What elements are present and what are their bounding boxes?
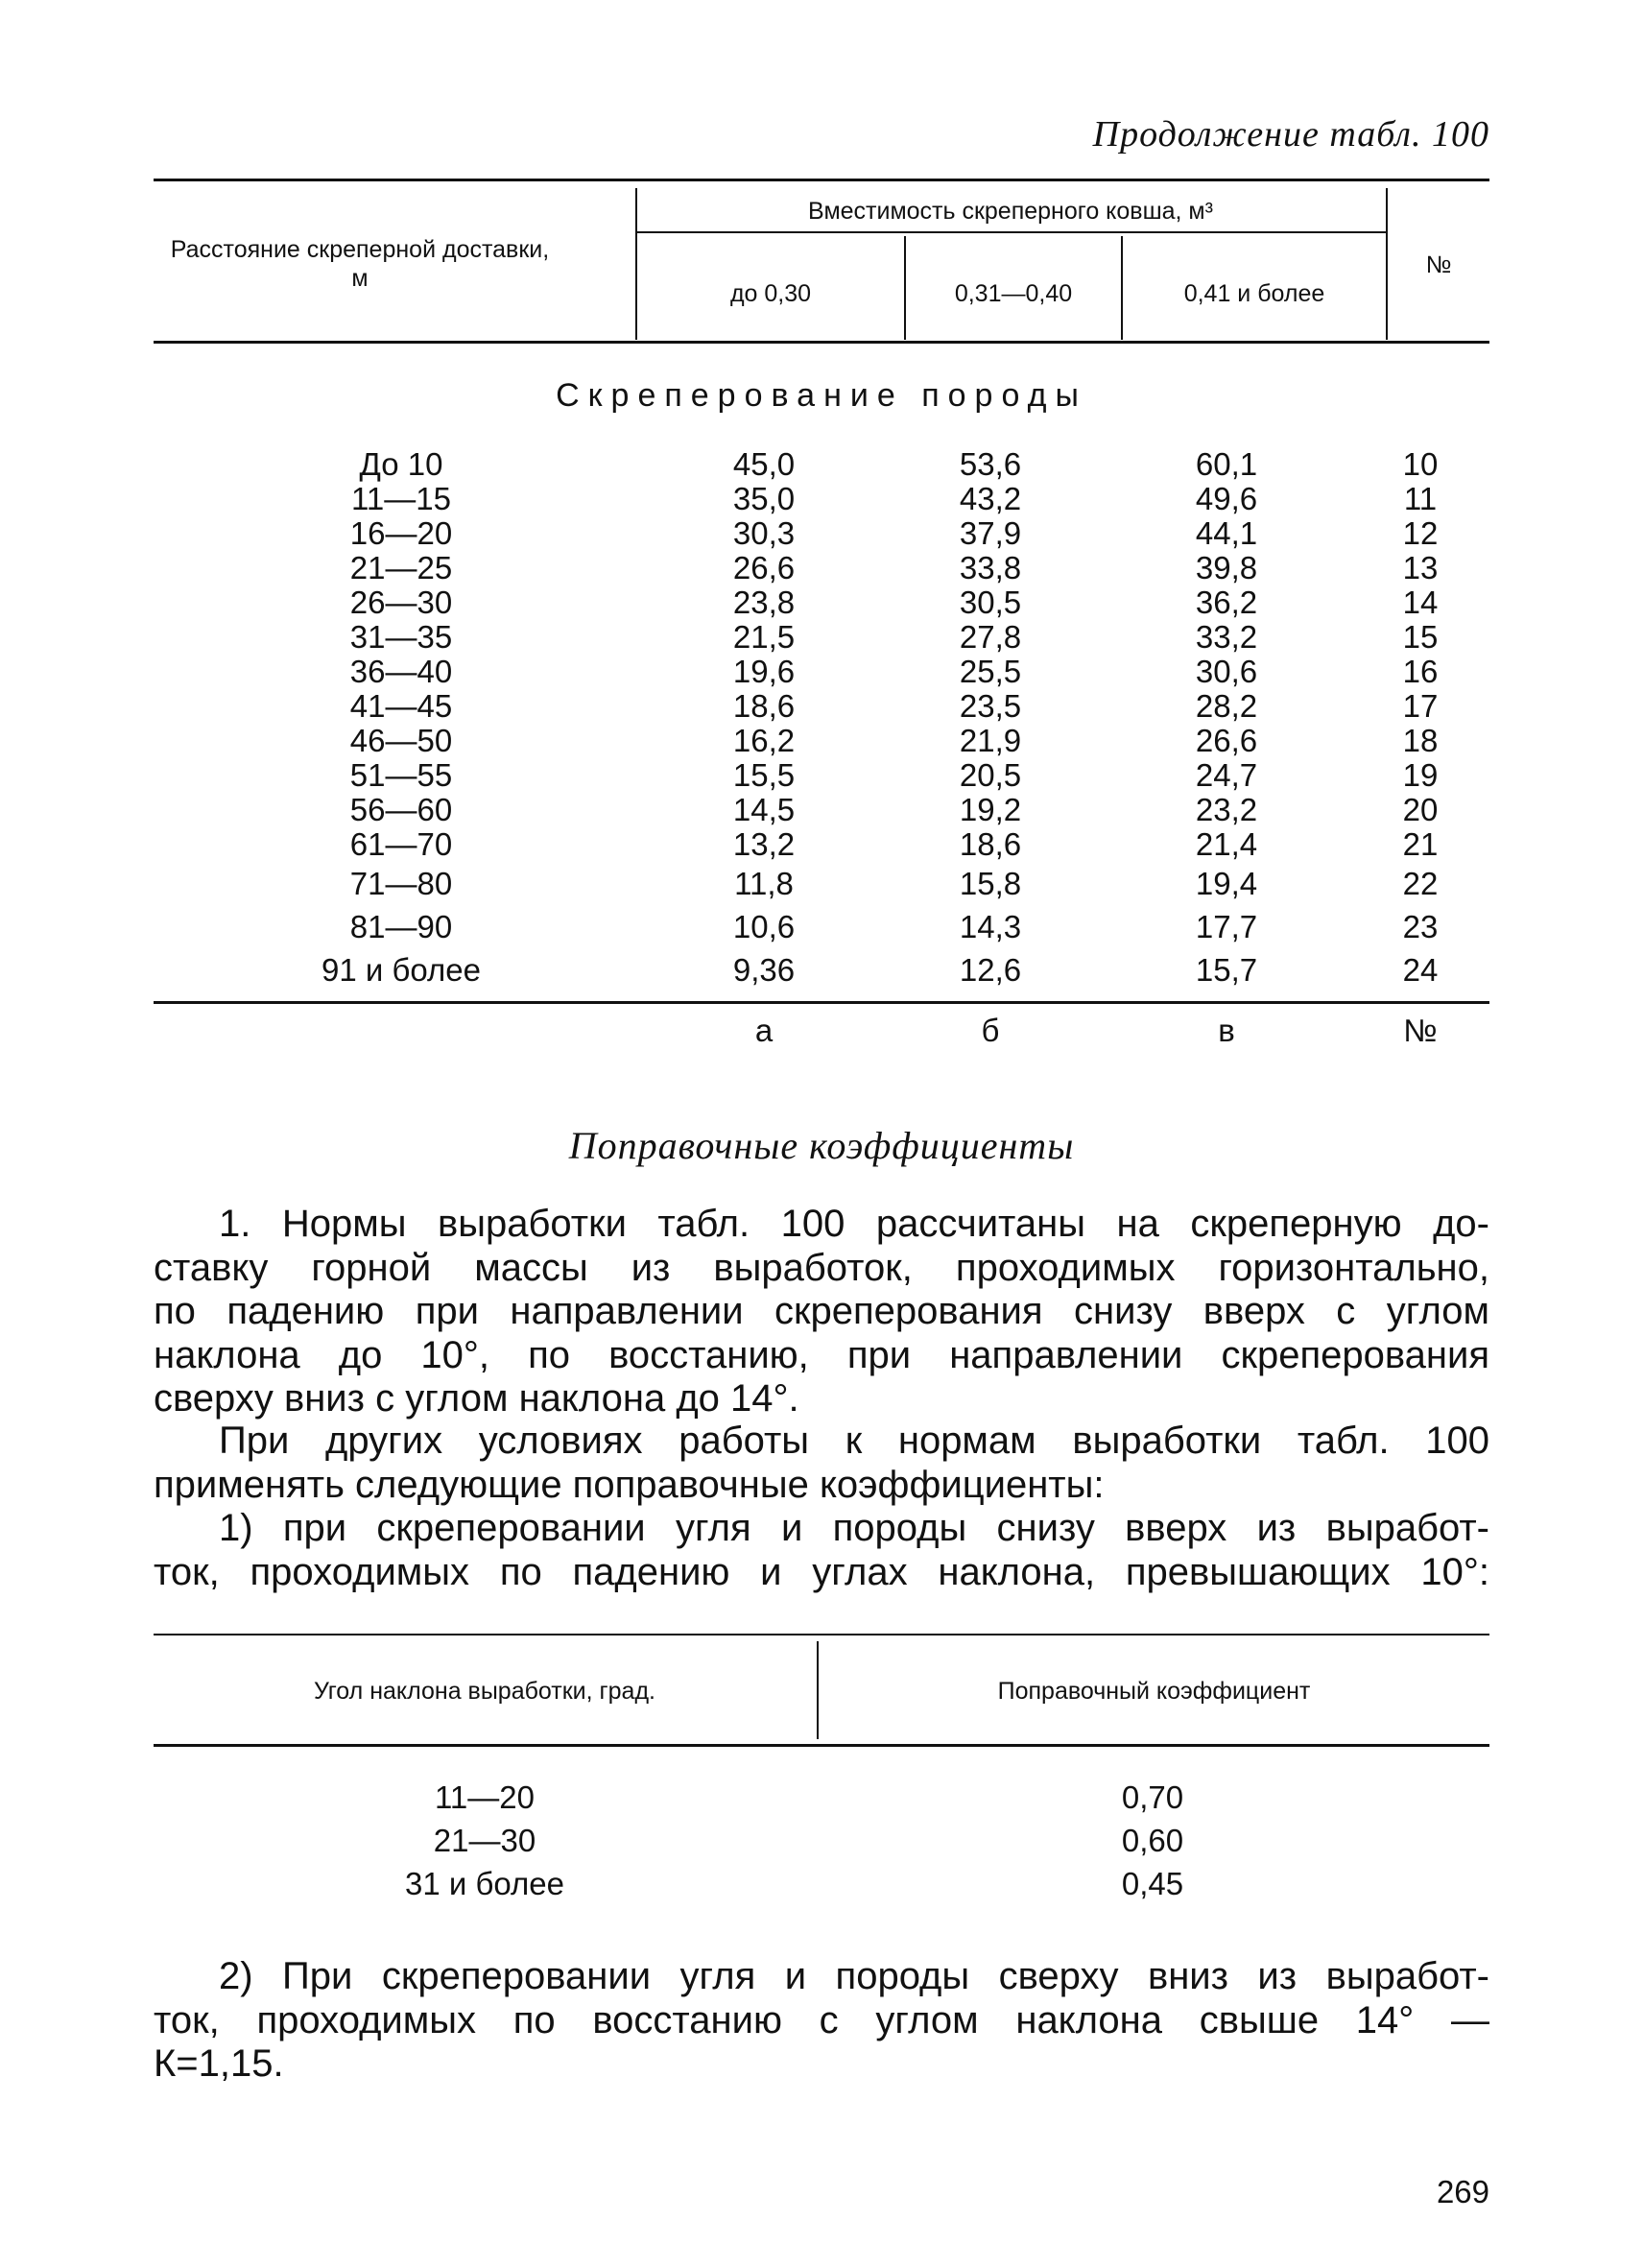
paragraph-4 bbox=[154, 1955, 1489, 2087]
row-number-cell: 19 bbox=[1402, 757, 1439, 793]
distance-cell: 16—20 bbox=[349, 515, 453, 551]
table-row bbox=[154, 724, 1489, 758]
angle-cell: 11—20 bbox=[435, 1779, 535, 1815]
distance-cell: 41—45 bbox=[349, 688, 453, 724]
coef-header-coefficient: Поправочный коэффициент bbox=[997, 1678, 1311, 1705]
value-b-cell: 25,5 bbox=[959, 654, 1022, 689]
capacity-underline bbox=[635, 231, 1386, 233]
table-row bbox=[154, 862, 1489, 905]
row-number-cell: 13 bbox=[1402, 550, 1439, 585]
coefficient-table bbox=[154, 1776, 1489, 1905]
distance-cell: До 10 bbox=[359, 446, 443, 482]
value-c-cell: 28,2 bbox=[1195, 688, 1258, 724]
paragraph-line: применять следующие поправочные коэффициенты: bbox=[154, 1463, 1105, 1506]
paragraph-line: ток, проходимых по падению и углах наклона, превышающих 10°: bbox=[154, 1550, 1489, 1593]
distance-cell: 56—60 bbox=[349, 792, 453, 827]
header-sub-b: 0,31—0,40 bbox=[954, 280, 1073, 307]
value-c-cell: 23,2 bbox=[1195, 792, 1258, 827]
value-a-cell: 35,0 bbox=[732, 481, 796, 516]
table-row bbox=[154, 1819, 1489, 1862]
value-c-cell: 36,2 bbox=[1195, 585, 1258, 620]
table-row bbox=[154, 585, 1489, 620]
value-a-cell: 30,3 bbox=[732, 515, 796, 551]
footer-label-b: б bbox=[981, 1013, 1000, 1048]
paragraph-line: наклона до 10°, по восстанию, при направлении скреперования bbox=[154, 1333, 1489, 1376]
value-b-cell: 19,2 bbox=[959, 792, 1022, 827]
table-row bbox=[154, 1862, 1489, 1905]
value-b-cell: 33,8 bbox=[959, 550, 1022, 585]
distance-cell: 81—90 bbox=[349, 909, 453, 944]
row-number-cell: 22 bbox=[1402, 866, 1439, 901]
value-b-cell: 30,5 bbox=[959, 585, 1022, 620]
distance-cell: 31—35 bbox=[349, 619, 453, 655]
table-row bbox=[154, 827, 1489, 862]
table-top-rule bbox=[154, 179, 1489, 181]
row-number-cell: 10 bbox=[1402, 446, 1439, 482]
paragraph-line: ставку горной массы из выработок, проходимых горизонтально, bbox=[154, 1246, 1489, 1289]
value-b-cell: 21,9 bbox=[959, 723, 1022, 758]
value-a-cell: 13,2 bbox=[732, 826, 796, 862]
value-a-cell: 45,0 bbox=[732, 446, 796, 482]
table-bottom-rule bbox=[154, 1001, 1489, 1004]
value-a-cell: 11,8 bbox=[734, 866, 794, 901]
paragraph-1 bbox=[154, 1203, 1489, 1421]
coefficient-cell: 0,70 bbox=[1121, 1779, 1184, 1815]
value-a-cell: 26,6 bbox=[732, 550, 796, 585]
header-bottom-rule bbox=[154, 341, 1489, 344]
value-c-cell: 33,2 bbox=[1195, 619, 1258, 655]
paragraph-line: 1) при скреперовании угля и породы снизу вверх из выработ- bbox=[219, 1507, 1489, 1549]
row-number-cell: 14 bbox=[1402, 585, 1439, 620]
paragraph-3 bbox=[154, 1507, 1489, 1594]
paragraph-line: К=1,15. bbox=[154, 2042, 284, 2085]
distance-cell: 11—15 bbox=[351, 481, 451, 516]
row-number-cell: 12 bbox=[1402, 515, 1439, 551]
row-number-cell: 23 bbox=[1402, 909, 1439, 944]
value-a-cell: 10,6 bbox=[732, 909, 796, 944]
value-c-cell: 44,1 bbox=[1195, 515, 1258, 551]
paragraph-line: При других условиях работы к нормам выработки табл. 100 bbox=[219, 1420, 1489, 1462]
norms-table bbox=[154, 447, 1489, 991]
distance-cell: 36—40 bbox=[349, 654, 453, 689]
paragraph-line: 1. Нормы выработки табл. 100 рассчитаны на скреперную до- bbox=[219, 1203, 1489, 1245]
value-b-cell: 23,5 bbox=[959, 688, 1022, 724]
row-number-cell: 21 bbox=[1402, 826, 1439, 862]
value-c-cell: 26,6 bbox=[1195, 723, 1258, 758]
table-row bbox=[154, 1776, 1489, 1819]
page-number: 269 bbox=[1436, 2174, 1489, 2209]
table-row bbox=[154, 655, 1489, 689]
coef-table-top-rule bbox=[154, 1634, 1489, 1635]
continuation-title: Продолжение табл. 100 bbox=[1092, 114, 1489, 155]
row-number-cell: 18 bbox=[1402, 723, 1439, 758]
header-distance: Расстояние скреперной доставки, м bbox=[170, 236, 550, 292]
row-number-cell: 15 bbox=[1402, 619, 1439, 655]
value-b-cell: 18,6 bbox=[959, 826, 1022, 862]
distance-cell: 61—70 bbox=[349, 826, 453, 862]
value-b-cell: 27,8 bbox=[959, 619, 1022, 655]
table-row bbox=[154, 905, 1489, 948]
row-number-cell: 17 bbox=[1402, 688, 1439, 724]
value-a-cell: 16,2 bbox=[732, 723, 796, 758]
value-c-cell: 15,7 bbox=[1195, 952, 1258, 988]
distance-cell: 51—55 bbox=[349, 757, 453, 793]
value-b-cell: 12,6 bbox=[959, 952, 1022, 988]
footer-label-number: № bbox=[1403, 1013, 1438, 1048]
section-title: Скреперование породы bbox=[556, 377, 1087, 414]
header-sub-c: 0,41 и более bbox=[1183, 280, 1325, 307]
value-a-cell: 15,5 bbox=[732, 757, 796, 793]
row-number-cell: 11 bbox=[1403, 481, 1438, 516]
paragraph-line: ток, проходимых по восстанию с углом наклона свыше 14° — bbox=[154, 1998, 1489, 2041]
value-a-cell: 14,5 bbox=[732, 792, 796, 827]
table-row bbox=[154, 948, 1489, 991]
value-a-cell: 19,6 bbox=[732, 654, 796, 689]
table-row bbox=[154, 793, 1489, 827]
table-row bbox=[154, 689, 1489, 724]
value-a-cell: 18,6 bbox=[732, 688, 796, 724]
distance-cell: 91 и более bbox=[321, 952, 481, 988]
table-row bbox=[154, 551, 1489, 585]
value-c-cell: 39,8 bbox=[1195, 550, 1258, 585]
distance-cell: 21—25 bbox=[349, 550, 453, 585]
paragraph-line: сверху вниз с углом наклона до 14°. bbox=[154, 1377, 799, 1420]
value-b-cell: 43,2 bbox=[959, 481, 1022, 516]
angle-cell: 21—30 bbox=[433, 1823, 536, 1858]
row-number-cell: 24 bbox=[1402, 952, 1439, 988]
value-a-cell: 9,36 bbox=[732, 952, 796, 988]
value-c-cell: 60,1 bbox=[1195, 446, 1258, 482]
value-c-cell: 49,6 bbox=[1195, 481, 1258, 516]
paragraph-line: 2) При скреперовании угля и породы сверху вниз из выработ- bbox=[219, 1955, 1489, 1997]
header-sub-a: до 0,30 bbox=[729, 280, 812, 307]
table-row bbox=[154, 758, 1489, 793]
value-b-cell: 53,6 bbox=[959, 446, 1022, 482]
value-a-cell: 23,8 bbox=[732, 585, 796, 620]
value-b-cell: 37,9 bbox=[959, 515, 1022, 551]
value-c-cell: 24,7 bbox=[1195, 757, 1258, 793]
value-c-cell: 19,4 bbox=[1195, 866, 1258, 901]
coef-header-bottom-rule bbox=[154, 1744, 1489, 1747]
footer-label-a: а bbox=[754, 1013, 774, 1048]
paragraph-2 bbox=[154, 1420, 1489, 1507]
value-a-cell: 21,5 bbox=[732, 619, 796, 655]
row-number-cell: 16 bbox=[1402, 654, 1439, 689]
table-row bbox=[154, 516, 1489, 551]
value-b-cell: 20,5 bbox=[959, 757, 1022, 793]
coefficient-cell: 0,45 bbox=[1121, 1866, 1184, 1901]
table-row bbox=[154, 620, 1489, 655]
value-b-cell: 14,3 bbox=[959, 909, 1022, 944]
coefficient-cell: 0,60 bbox=[1121, 1823, 1184, 1858]
distance-cell: 26—30 bbox=[349, 585, 453, 620]
subheading: Поправочные коэффициенты bbox=[568, 1124, 1075, 1167]
row-number-cell: 20 bbox=[1402, 792, 1439, 827]
header-number: № bbox=[1425, 251, 1452, 278]
distance-cell: 71—80 bbox=[349, 866, 453, 901]
value-c-cell: 30,6 bbox=[1195, 654, 1258, 689]
table-row bbox=[154, 482, 1489, 516]
header-capacity: Вместимость скреперного ковша, м³ bbox=[808, 198, 1213, 225]
value-c-cell: 21,4 bbox=[1195, 826, 1258, 862]
value-b-cell: 15,8 bbox=[959, 866, 1022, 901]
footer-label-c: в bbox=[1218, 1013, 1235, 1048]
table-row bbox=[154, 447, 1489, 482]
angle-cell: 31 и более bbox=[405, 1866, 564, 1901]
coef-header-angle: Угол наклона выработки, град. bbox=[313, 1678, 655, 1705]
paragraph-line: по падению при направлении скреперования снизу вверх с углом bbox=[154, 1290, 1489, 1332]
value-c-cell: 17,7 bbox=[1195, 909, 1258, 944]
distance-cell: 46—50 bbox=[349, 723, 453, 758]
